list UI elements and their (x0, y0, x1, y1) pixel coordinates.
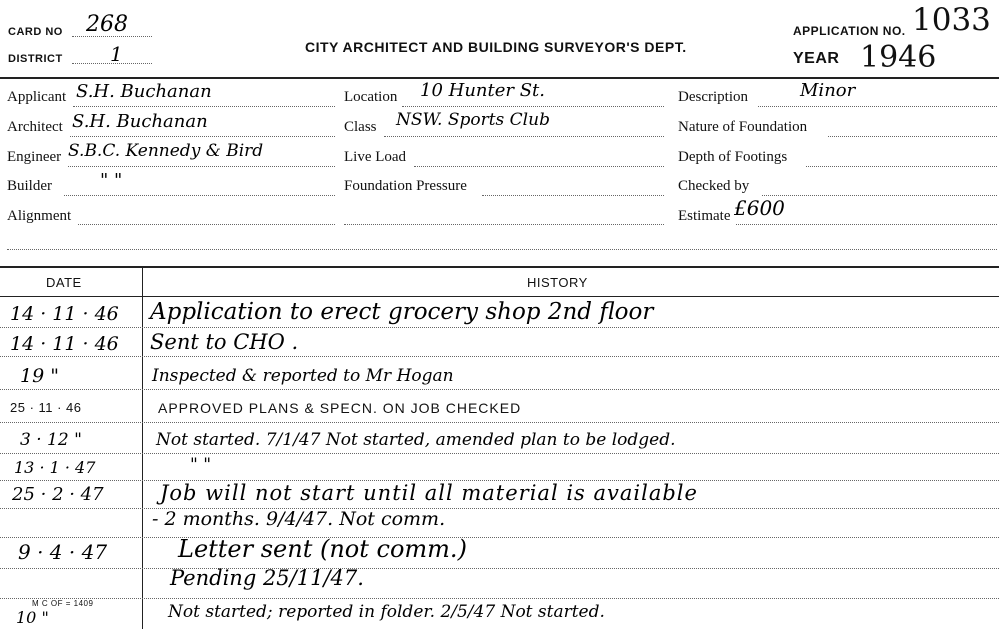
history-row-date: 9 · 4 · 47 (18, 540, 108, 564)
history-row-text: Letter sent (not comm.) (178, 535, 467, 563)
history-row-date: 14 · 11 · 46 (10, 303, 119, 325)
architect-label: Architect (7, 119, 63, 135)
history-row-text: Application to erect grocery shop 2nd floor (150, 299, 654, 325)
foundation-pressure-label: Foundation Pressure (344, 178, 467, 194)
location-value: 10 Hunter St. (420, 80, 546, 101)
architect-value: S.H. Buchanan (72, 111, 208, 132)
table-header-rule (0, 296, 999, 297)
date-header: DATE (46, 275, 82, 290)
history-row-date: 10 " (16, 608, 49, 627)
engineer-value: S.B.C. Kennedy & Bird (68, 141, 264, 161)
history-row-text: " " (190, 455, 212, 475)
header-rule (0, 77, 999, 79)
nature-of-foundation-label: Nature of Foundation (678, 119, 808, 135)
history-row-date: 25 · 2 · 47 (12, 484, 104, 505)
applicant-value: S.H. Buchanan (76, 81, 212, 102)
history-row-date: 25 · 11 · 46 (10, 400, 82, 415)
history-row-date: 19 " (20, 365, 59, 387)
history-header: HISTORY (527, 275, 588, 290)
district-value: 1 (110, 42, 123, 66)
history-row-date: 14 · 11 · 46 (10, 333, 119, 355)
dept-title: CITY ARCHITECT AND BUILDING SURVEYOR'S DEPT. (305, 39, 687, 55)
alignment-label: Alignment (7, 208, 72, 224)
engineer-label: Engineer (7, 149, 62, 165)
table-top-rule (0, 266, 999, 268)
card-no-label: CARD NO (8, 26, 63, 38)
estimate-label: Estimate (678, 208, 731, 224)
history-row-date: 13 · 1 · 47 (14, 458, 96, 477)
history-row-text: APPROVED PLANS & SPECN. ON JOB CHECKED (158, 400, 522, 416)
application-no-label: APPLICATION NO. (793, 24, 906, 38)
district-label: DISTRICT (8, 53, 63, 65)
builder-label: Builder (7, 178, 52, 194)
class-label: Class (344, 119, 377, 135)
history-row-text: Sent to CHO . (150, 330, 299, 354)
description-value: Minor (800, 80, 856, 101)
history-row-text: Pending 25/11/47. (170, 566, 364, 590)
live-load-label: Live Load (344, 149, 407, 165)
year-value: 1946 (860, 40, 937, 75)
class-value: NSW. Sports Club (396, 110, 550, 130)
applicant-label: Applicant (7, 89, 67, 105)
history-row-date: 3 · 12 " (20, 430, 82, 450)
history-row-text: Not started; reported in folder. 2/5/47 Not started. (168, 602, 605, 622)
year-label: YEAR (793, 50, 840, 67)
table-column-divider (142, 268, 143, 629)
history-row-text: Not started. 7/1/47 Not started, amended plan to be lodged. (156, 430, 676, 450)
history-row-text: Job will not start until all material is available (160, 481, 698, 505)
builder-value: " " (100, 170, 123, 191)
location-label: Location (344, 89, 398, 105)
application-no-value: 1033 (912, 2, 991, 38)
history-row-text: - 2 months. 9/4/47. Not comm. (152, 508, 446, 530)
description-label: Description (678, 89, 748, 105)
card-no-value: 268 (86, 12, 128, 37)
history-row-text: Inspected & reported to Mr Hogan (152, 366, 454, 386)
depth-of-footings-label: Depth of Footings (678, 149, 788, 165)
checked-by-label: Checked by (678, 178, 750, 194)
form-code: M C OF = 1409 (32, 599, 94, 608)
estimate-value: £600 (734, 196, 785, 220)
